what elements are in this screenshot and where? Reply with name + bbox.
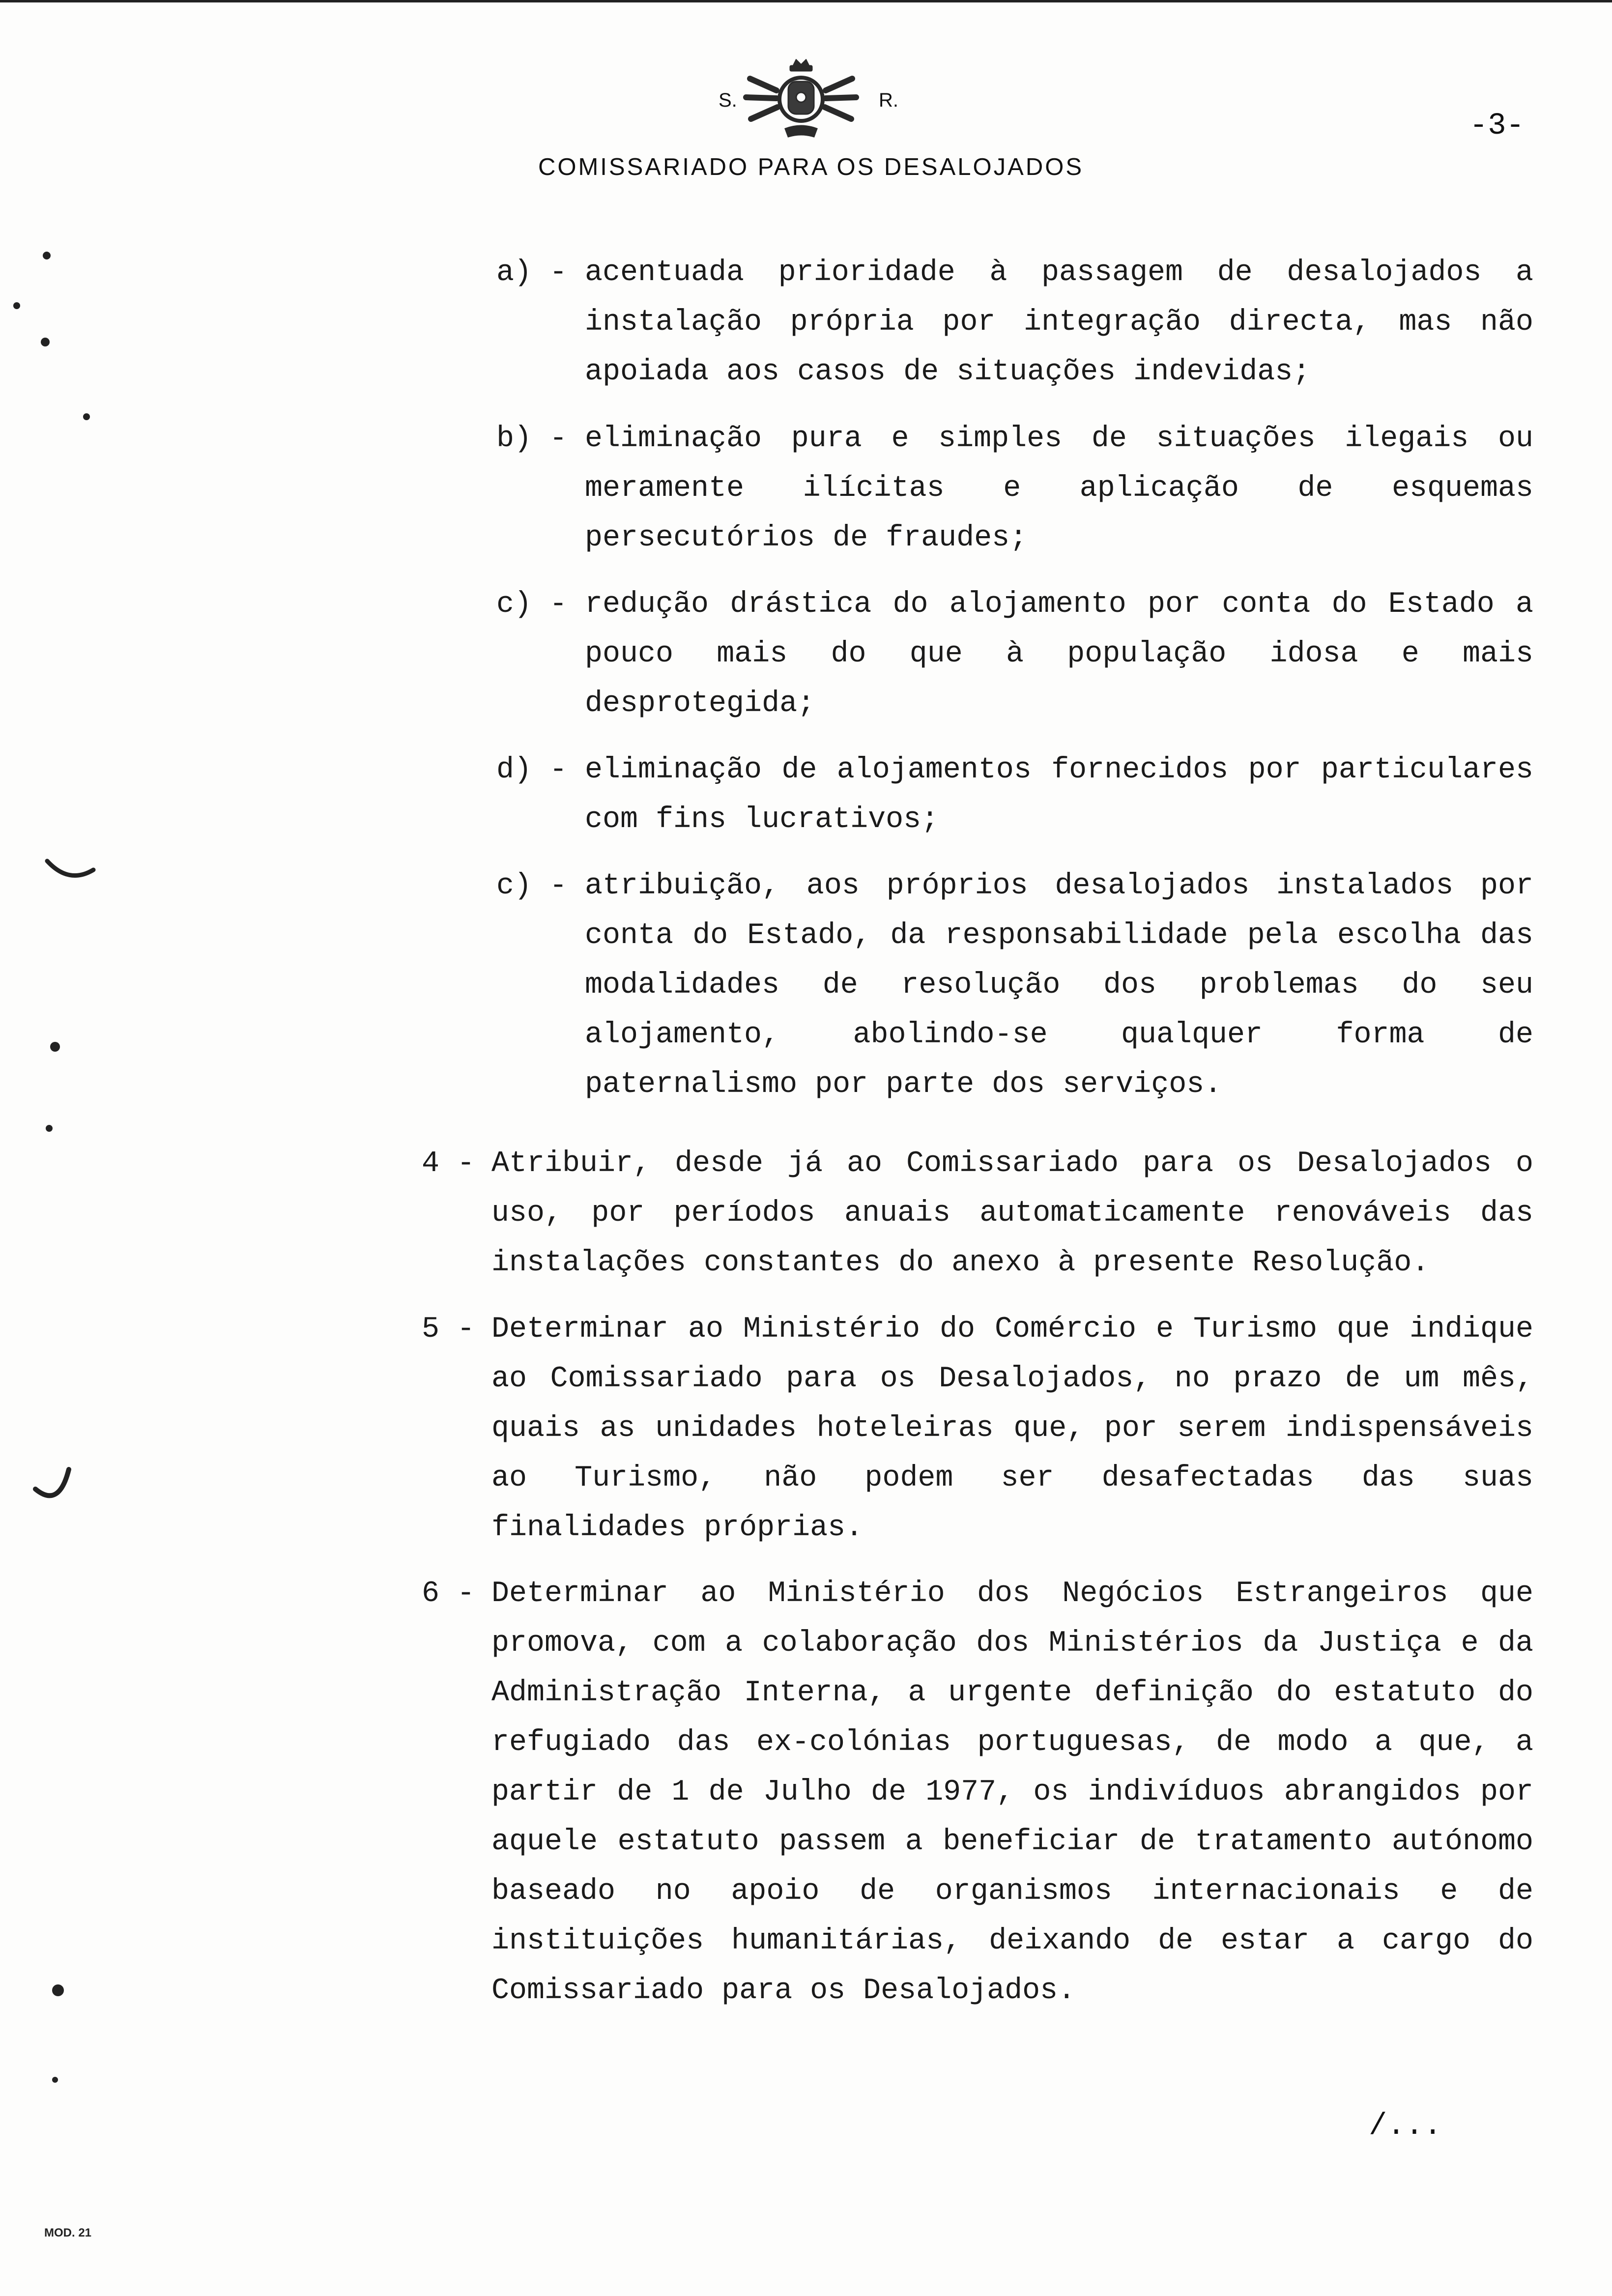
continuation-mark: /...	[1369, 2108, 1442, 2143]
item-text: atribuição, aos próprios desalojados instalados por conta do Estado, da responsabilidade pela escolha das modalidades de resolução dos problemas do seu alojamento, abolindo-se qualquer forma de paternalismo por parte dos serviços.	[585, 869, 1533, 1101]
header-s: S.	[719, 89, 737, 111]
item-text: Determinar ao Ministério do Comércio e Turismo que indique ao Comissariado para os Desalojados, no prazo de um mês, quais as unidades hoteleiras que, por serem indispensáveis ao Turismo, não podem ser desafectadas das suas finalidades próprias.	[491, 1313, 1533, 1545]
header-r: R.	[879, 89, 898, 111]
item-text: redução drástica do alojamento por conta do Estado a pouco mais do que à população idosa e mais desprotegida;	[585, 588, 1533, 720]
item-label: 4 -	[422, 1147, 475, 1180]
form-code: MOD. 21	[44, 2226, 92, 2239]
item-label: 5 -	[422, 1313, 475, 1346]
item-label: b) -	[496, 422, 568, 456]
item-text: eliminação pura e simples de situações ilegais ou meramente ilícitas e aplicação de esquemas persecutórios de fraudes;	[585, 422, 1533, 555]
item-text: Determinar ao Ministério dos Negócios Estrangeiros que promova, com a colaboração dos Ministérios da Justiça e da Administração Interna, a urgente definição do estatuto do refugiado das ex-colónias portuguesas, de modo a que, a partir de 1 de Julho de 1977, os indivíduos abrangidos por aquele estatuto passem a beneficiar de tratamento autónomo baseado no apoio de organismos internacionais e de instituições humanitárias, deixando de estar a cargo do Comissariado para os Desalojados.	[491, 1577, 1533, 2008]
item-label: c) -	[496, 588, 568, 621]
item-label: d) -	[496, 753, 568, 787]
agency-name: COMISSARIADO PARA OS DESALOJADOS	[538, 154, 1084, 180]
item-text: eliminação de alojamentos fornecidos por particulares com fins lucrativos;	[585, 753, 1533, 836]
page-number: -3-	[1469, 108, 1525, 143]
item-label: a) -	[496, 256, 568, 289]
item-text: Atribuir, desde já ao Comissariado para os Desalojados o uso, por períodos anuais automaticamente renováveis das instalações constantes do anexo à presente Resolução.	[491, 1147, 1533, 1280]
item-label: c) -	[496, 869, 568, 903]
item-label: 6 -	[422, 1577, 475, 1610]
item-text: acentuada prioridade à passagem de desalojados a instalação própria por integração directa, mas não apoiada aos casos de situações indevidas;	[585, 256, 1533, 389]
